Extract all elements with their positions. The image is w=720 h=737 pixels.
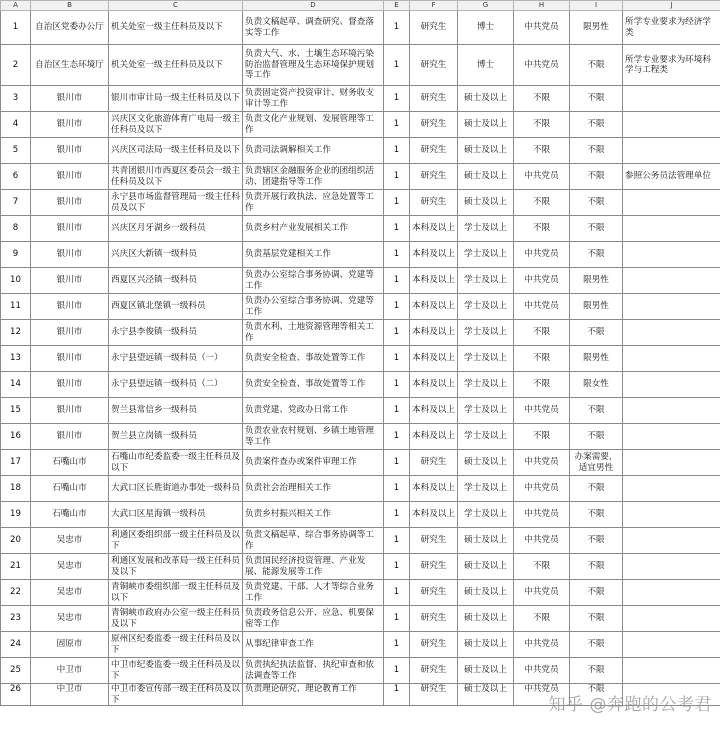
cell-remarks[interactable]: 参照公务员法管理单位 <box>623 164 720 190</box>
cell-position-name[interactable]: 兴庆区司法局一级主任科员及以下 <box>109 138 243 164</box>
cell-education[interactable]: 本科及以上 <box>410 398 458 424</box>
cell-quota[interactable]: 1 <box>384 112 410 138</box>
cell-degree[interactable]: 硕士及以上 <box>458 112 514 138</box>
column-letter[interactable]: C <box>109 1 243 11</box>
cell-education[interactable]: 研究生 <box>410 138 458 164</box>
cell-remarks[interactable] <box>623 112 720 138</box>
cell-degree[interactable]: 学士及以上 <box>458 216 514 242</box>
column-letter[interactable]: B <box>31 1 109 11</box>
cell-education[interactable]: 研究生 <box>410 450 458 476</box>
cell-region[interactable]: 银川市 <box>31 242 109 268</box>
cell-remarks[interactable] <box>623 580 720 606</box>
cell-degree[interactable]: 硕士及以上 <box>458 658 514 684</box>
cell-quota[interactable]: 1 <box>384 450 410 476</box>
cell-remarks[interactable] <box>623 86 720 112</box>
cell-education[interactable]: 本科及以上 <box>410 294 458 320</box>
cell-region[interactable]: 银川市 <box>31 216 109 242</box>
cell-row-number[interactable]: 14 <box>1 372 31 398</box>
table-row <box>1 476 720 502</box>
cell-education[interactable]: 本科及以上 <box>410 372 458 398</box>
cell-quota[interactable]: 1 <box>384 502 410 528</box>
cell-gender-requirement[interactable]: 限男性 <box>570 11 623 45</box>
table-row <box>1 554 720 580</box>
cell-row-number[interactable]: 13 <box>1 346 31 372</box>
table-row <box>1 502 720 528</box>
cell-degree[interactable]: 学士及以上 <box>458 294 514 320</box>
cell-quota[interactable]: 1 <box>384 658 410 684</box>
cell-political-status[interactable]: 不限 <box>514 372 570 398</box>
cell-position-name[interactable]: 青铜峡市委组织部一级主任科员及以下 <box>109 580 243 606</box>
cell-gender-requirement[interactable]: 不限 <box>570 528 623 554</box>
cell-degree[interactable]: 硕士及以上 <box>458 528 514 554</box>
cell-row-number[interactable]: 21 <box>1 554 31 580</box>
cell-position-name[interactable]: 永宁县市场监督管理局一级主任科员及以下 <box>109 190 243 216</box>
cell-job-duties[interactable]: 负责文化产业规划、发展管理等工作 <box>243 112 384 138</box>
cell-political-status[interactable]: 中共党员 <box>514 476 570 502</box>
cell-gender-requirement[interactable]: 不限 <box>570 606 623 632</box>
cell-gender-requirement[interactable]: 不限 <box>570 684 623 706</box>
column-letter-header <box>1 1 720 11</box>
cell-education[interactable]: 研究生 <box>410 164 458 190</box>
cell-region[interactable]: 石嘴山市 <box>31 450 109 476</box>
cell-row-number[interactable]: 4 <box>1 112 31 138</box>
cell-quota[interactable]: 1 <box>384 11 410 45</box>
cell-job-duties[interactable]: 负责政务信息公开、应急、机要保密等工作 <box>243 606 384 632</box>
table-row <box>1 424 720 450</box>
cell-quota[interactable]: 1 <box>384 684 410 706</box>
cell-education[interactable]: 研究生 <box>410 580 458 606</box>
table-row <box>1 268 720 294</box>
cell-region[interactable]: 吴忠市 <box>31 528 109 554</box>
cell-quota[interactable]: 1 <box>384 580 410 606</box>
cell-political-status[interactable]: 中共党员 <box>514 684 570 706</box>
cell-region[interactable]: 石嘴山市 <box>31 476 109 502</box>
column-letter[interactable]: A <box>1 1 31 11</box>
cell-row-number[interactable]: 15 <box>1 398 31 424</box>
cell-education[interactable]: 研究生 <box>410 632 458 658</box>
cell-education[interactable]: 研究生 <box>410 112 458 138</box>
table-row <box>1 450 720 476</box>
cell-row-number[interactable]: 8 <box>1 216 31 242</box>
cell-job-duties[interactable]: 负责农业农村规划、乡镇土地管理等工作 <box>243 424 384 450</box>
cell-row-number[interactable]: 11 <box>1 294 31 320</box>
cell-gender-requirement[interactable]: 不限 <box>570 320 623 346</box>
cell-region[interactable]: 石嘴山市 <box>31 502 109 528</box>
cell-position-name[interactable]: 贺兰县立岗镇一级科员 <box>109 424 243 450</box>
cell-degree[interactable]: 硕士及以上 <box>458 190 514 216</box>
cell-position-name[interactable]: 大武口区星海镇一级科员 <box>109 502 243 528</box>
cell-row-number[interactable]: 24 <box>1 632 31 658</box>
cell-job-duties[interactable]: 负责案件查办或案件审理工作 <box>243 450 384 476</box>
cell-gender-requirement[interactable]: 限男性 <box>570 346 623 372</box>
cell-position-name[interactable]: 兴庆区大新镇一级科员 <box>109 242 243 268</box>
cell-job-duties[interactable]: 负责办公室综合事务协调、党建等工作 <box>243 294 384 320</box>
cell-education[interactable]: 研究生 <box>410 190 458 216</box>
cell-position-name[interactable]: 永宁县望远镇一级科员（二） <box>109 372 243 398</box>
cell-political-status[interactable]: 中共党员 <box>514 528 570 554</box>
cell-job-duties[interactable]: 负责开展行政执法、应急处置等工作 <box>243 190 384 216</box>
cell-quota[interactable]: 1 <box>384 632 410 658</box>
column-letter[interactable]: D <box>243 1 384 11</box>
cell-political-status[interactable]: 不限 <box>514 190 570 216</box>
cell-education[interactable]: 研究生 <box>410 684 458 706</box>
cell-row-number[interactable]: 26 <box>1 684 31 706</box>
cell-position-name[interactable]: 贺兰县常信乡一级科员 <box>109 398 243 424</box>
table-row <box>1 372 720 398</box>
cell-education[interactable]: 本科及以上 <box>410 216 458 242</box>
table-row <box>1 45 720 86</box>
cell-region[interactable]: 银川市 <box>31 164 109 190</box>
cell-row-number[interactable]: 9 <box>1 242 31 268</box>
cell-degree[interactable]: 硕士及以上 <box>458 632 514 658</box>
cell-education[interactable]: 研究生 <box>410 86 458 112</box>
cell-quota[interactable]: 1 <box>384 606 410 632</box>
cell-quota[interactable]: 1 <box>384 476 410 502</box>
cell-degree[interactable]: 博士 <box>458 45 514 86</box>
table-row <box>1 632 720 658</box>
cell-quota[interactable]: 1 <box>384 45 410 86</box>
cell-gender-requirement[interactable]: 不限 <box>570 86 623 112</box>
table-row <box>1 86 720 112</box>
cell-education[interactable]: 研究生 <box>410 606 458 632</box>
cell-degree[interactable]: 学士及以上 <box>458 268 514 294</box>
cell-job-duties[interactable]: 负责文稿起草、综合事务协调等工作 <box>243 528 384 554</box>
cell-row-number[interactable]: 25 <box>1 658 31 684</box>
cell-gender-requirement[interactable]: 不限 <box>570 658 623 684</box>
cell-job-duties[interactable]: 从事纪律审查工作 <box>243 632 384 658</box>
cell-education[interactable]: 本科及以上 <box>410 268 458 294</box>
cell-position-name[interactable]: 兴庆区月牙湖乡一级科员 <box>109 216 243 242</box>
cell-remarks[interactable] <box>623 216 720 242</box>
cell-political-status[interactable]: 不限 <box>514 320 570 346</box>
cell-row-number[interactable]: 22 <box>1 580 31 606</box>
cell-position-name[interactable]: 西夏区兴泾镇一级科员 <box>109 268 243 294</box>
cell-region[interactable]: 银川市 <box>31 86 109 112</box>
table-row <box>1 346 720 372</box>
cell-region[interactable]: 银川市 <box>31 268 109 294</box>
cell-remarks[interactable] <box>623 450 720 476</box>
cell-job-duties[interactable]: 负责执纪执法监督、执纪审查和依法调查等工作 <box>243 658 384 684</box>
cell-region[interactable]: 银川市 <box>31 424 109 450</box>
cell-remarks[interactable]: 所学专业要求为经济学类 <box>623 11 720 45</box>
cell-education[interactable]: 研究生 <box>410 658 458 684</box>
cell-degree[interactable]: 硕士及以上 <box>458 606 514 632</box>
cell-political-status[interactable]: 中共党员 <box>514 294 570 320</box>
cell-gender-requirement[interactable]: 不限 <box>570 242 623 268</box>
table-row <box>1 190 720 216</box>
column-letter[interactable]: E <box>384 1 410 11</box>
cell-degree[interactable]: 博士 <box>458 11 514 45</box>
cell-gender-requirement[interactable]: 不限 <box>570 580 623 606</box>
cell-remarks[interactable] <box>623 502 720 528</box>
cell-row-number[interactable]: 18 <box>1 476 31 502</box>
cell-job-duties[interactable]: 负责乡村振兴相关工作 <box>243 502 384 528</box>
cell-quota[interactable]: 1 <box>384 164 410 190</box>
table-row <box>1 580 720 606</box>
cell-region[interactable]: 银川市 <box>31 346 109 372</box>
cell-education[interactable]: 本科及以上 <box>410 320 458 346</box>
cell-row-number[interactable]: 3 <box>1 86 31 112</box>
cell-gender-requirement[interactable]: 不限 <box>570 216 623 242</box>
cell-gender-requirement[interactable]: 限女性 <box>570 372 623 398</box>
cell-education[interactable]: 本科及以上 <box>410 476 458 502</box>
cell-job-duties[interactable]: 负责大气、水、土壤生态环境污染防治监督管理及生态环境保护规划等工作 <box>243 45 384 86</box>
table-body <box>1 1 720 706</box>
table-row <box>1 11 720 45</box>
table-row <box>1 398 720 424</box>
cell-gender-requirement[interactable]: 不限 <box>570 164 623 190</box>
cell-job-duties[interactable]: 负责办公室综合事务协调、党建等工作 <box>243 268 384 294</box>
cell-position-name[interactable]: 原州区纪委监委一级主任科员及以下 <box>109 632 243 658</box>
cell-political-status[interactable]: 中共党员 <box>514 450 570 476</box>
cell-remarks[interactable] <box>623 554 720 580</box>
cell-political-status[interactable]: 不限 <box>514 216 570 242</box>
cell-region[interactable]: 银川市 <box>31 294 109 320</box>
cell-gender-requirement[interactable]: 办案需要，适宜男性 <box>570 450 623 476</box>
cell-remarks[interactable]: 所学专业要求为环境科学与工程类 <box>623 45 720 86</box>
cell-political-status[interactable]: 不限 <box>514 138 570 164</box>
cell-job-duties[interactable]: 负责乡村产业发展相关工作 <box>243 216 384 242</box>
cell-position-name[interactable]: 机关处室一级主任科员及以下 <box>109 45 243 86</box>
cell-quota[interactable]: 1 <box>384 346 410 372</box>
cell-remarks[interactable] <box>623 658 720 684</box>
cell-gender-requirement[interactable]: 不限 <box>570 138 623 164</box>
cell-gender-requirement[interactable]: 不限 <box>570 632 623 658</box>
cell-row-number[interactable]: 17 <box>1 450 31 476</box>
cell-degree[interactable]: 学士及以上 <box>458 346 514 372</box>
cell-political-status[interactable]: 不限 <box>514 424 570 450</box>
cell-position-name[interactable]: 利通区委组织部一级主任科员及以下 <box>109 528 243 554</box>
cell-row-number[interactable]: 19 <box>1 502 31 528</box>
cell-position-name[interactable]: 青铜峡市政府办公室一级主任科员及以下 <box>109 606 243 632</box>
cell-quota[interactable]: 1 <box>384 216 410 242</box>
cell-degree[interactable]: 学士及以上 <box>458 476 514 502</box>
cell-political-status[interactable]: 不限 <box>514 112 570 138</box>
cell-remarks[interactable] <box>623 320 720 346</box>
cell-political-status[interactable]: 中共党员 <box>514 398 570 424</box>
cell-remarks[interactable] <box>623 138 720 164</box>
cell-region[interactable]: 银川市 <box>31 372 109 398</box>
cell-position-name[interactable]: 利通区发展和改革局一级主任科员及以下 <box>109 554 243 580</box>
cell-position-name[interactable]: 共青团银川市西夏区委员会一级主任科员及以下 <box>109 164 243 190</box>
cell-education[interactable]: 本科及以上 <box>410 242 458 268</box>
cell-job-duties[interactable]: 负责理论研究、理论教育工作 <box>243 684 384 706</box>
cell-political-status[interactable]: 中共党员 <box>514 658 570 684</box>
cell-remarks[interactable] <box>623 476 720 502</box>
cell-position-name[interactable]: 兴庆区文化旅游体育广电局一级主任科员及以下 <box>109 112 243 138</box>
cell-remarks[interactable] <box>623 268 720 294</box>
cell-job-duties[interactable]: 负责国民经济投资管理、产业发展、能源发展等工作 <box>243 554 384 580</box>
table-row <box>1 216 720 242</box>
cell-job-duties[interactable]: 负责水利、土地资源管理等相关工作 <box>243 320 384 346</box>
cell-education[interactable]: 研究生 <box>410 11 458 45</box>
cell-region[interactable]: 银川市 <box>31 112 109 138</box>
cell-job-duties[interactable]: 负责社会治理相关工作 <box>243 476 384 502</box>
cell-position-name[interactable]: 大武口区长胜街道办事处一级科员 <box>109 476 243 502</box>
cell-job-duties[interactable]: 负责党建、党政办日常工作 <box>243 398 384 424</box>
cell-gender-requirement[interactable]: 不限 <box>570 112 623 138</box>
cell-quota[interactable]: 1 <box>384 294 410 320</box>
cell-region[interactable]: 银川市 <box>31 320 109 346</box>
cell-remarks[interactable] <box>623 424 720 450</box>
cell-remarks[interactable] <box>623 242 720 268</box>
cell-position-name[interactable]: 永宁县望远镇一级科员（一） <box>109 346 243 372</box>
cell-remarks[interactable] <box>623 294 720 320</box>
cell-remarks[interactable] <box>623 346 720 372</box>
cell-region[interactable]: 中卫市 <box>31 658 109 684</box>
cell-position-name[interactable]: 机关处室一级主任科员及以下 <box>109 11 243 45</box>
cell-remarks[interactable] <box>623 372 720 398</box>
cell-remarks[interactable] <box>623 398 720 424</box>
table-row <box>1 606 720 632</box>
watermark: 知乎 @奔跑的公考君 <box>548 695 712 715</box>
cell-gender-requirement[interactable]: 不限 <box>570 554 623 580</box>
cell-gender-requirement[interactable]: 不限 <box>570 502 623 528</box>
cell-region[interactable]: 银川市 <box>31 190 109 216</box>
cell-region[interactable]: 银川市 <box>31 138 109 164</box>
table-row <box>1 320 720 346</box>
cell-political-status[interactable]: 中共党员 <box>514 580 570 606</box>
table-row <box>1 294 720 320</box>
cell-degree[interactable]: 学士及以上 <box>458 502 514 528</box>
cell-region[interactable]: 吴忠市 <box>31 554 109 580</box>
cell-region[interactable]: 固原市 <box>31 632 109 658</box>
cell-job-duties[interactable]: 负责固定资产投资审计、财务收支审计等工作 <box>243 86 384 112</box>
cell-region[interactable]: 自治区生态环境厅 <box>31 45 109 86</box>
cell-remarks[interactable] <box>623 190 720 216</box>
cell-row-number[interactable]: 7 <box>1 190 31 216</box>
table-row <box>1 164 720 190</box>
cell-quota[interactable]: 1 <box>384 86 410 112</box>
cell-gender-requirement[interactable]: 不限 <box>570 476 623 502</box>
cell-degree[interactable]: 学士及以上 <box>458 398 514 424</box>
cell-gender-requirement[interactable]: 不限 <box>570 45 623 86</box>
column-letter[interactable]: I <box>570 1 623 11</box>
cell-education[interactable]: 研究生 <box>410 554 458 580</box>
cell-degree[interactable]: 学士及以上 <box>458 424 514 450</box>
column-letter[interactable]: H <box>514 1 570 11</box>
cell-political-status[interactable]: 中共党员 <box>514 45 570 86</box>
cell-region[interactable]: 吴忠市 <box>31 580 109 606</box>
cell-political-status[interactable]: 中共党员 <box>514 11 570 45</box>
cell-quota[interactable]: 1 <box>384 242 410 268</box>
cell-quota[interactable]: 1 <box>384 190 410 216</box>
cell-political-status[interactable]: 不限 <box>514 86 570 112</box>
cell-row-number[interactable]: 6 <box>1 164 31 190</box>
cell-political-status[interactable]: 中共党员 <box>514 164 570 190</box>
cell-degree[interactable]: 学士及以上 <box>458 242 514 268</box>
cell-degree[interactable]: 硕士及以上 <box>458 164 514 190</box>
cell-degree[interactable]: 硕士及以上 <box>458 86 514 112</box>
cell-degree[interactable]: 学士及以上 <box>458 372 514 398</box>
cell-degree[interactable]: 硕士及以上 <box>458 580 514 606</box>
cell-position-name[interactable]: 中卫市委宣传部一级主任科员及以下 <box>109 684 243 706</box>
cell-position-name[interactable]: 永宁县李俊镇一级科员 <box>109 320 243 346</box>
cell-degree[interactable]: 学士及以上 <box>458 320 514 346</box>
cell-position-name[interactable]: 石嘴山市纪委监委一级主任科员及以下 <box>109 450 243 476</box>
cell-row-number[interactable]: 5 <box>1 138 31 164</box>
cell-political-status[interactable]: 中共党员 <box>514 268 570 294</box>
cell-row-number[interactable]: 2 <box>1 45 31 86</box>
cell-job-duties[interactable]: 负责文稿起草、调查研究、督查落实等工作 <box>243 11 384 45</box>
table-row <box>1 658 720 684</box>
cell-quota[interactable]: 1 <box>384 554 410 580</box>
cell-gender-requirement[interactable]: 不限 <box>570 190 623 216</box>
cell-gender-requirement[interactable]: 不限 <box>570 424 623 450</box>
cell-degree[interactable]: 硕士及以上 <box>458 684 514 706</box>
cell-political-status[interactable]: 不限 <box>514 606 570 632</box>
cell-political-status[interactable]: 中共党员 <box>514 242 570 268</box>
cell-degree[interactable]: 硕士及以上 <box>458 450 514 476</box>
cell-job-duties[interactable]: 负责辖区金融服务企业的团组织活动、团建指导等工作 <box>243 164 384 190</box>
cell-row-number[interactable]: 10 <box>1 268 31 294</box>
cell-job-duties[interactable]: 负责安全检查、事故处置等工作 <box>243 346 384 372</box>
table-row <box>1 112 720 138</box>
cell-quota[interactable]: 1 <box>384 138 410 164</box>
cell-row-number[interactable]: 23 <box>1 606 31 632</box>
column-letter[interactable]: G <box>458 1 514 11</box>
cell-row-number[interactable]: 20 <box>1 528 31 554</box>
cell-quota[interactable]: 1 <box>384 320 410 346</box>
cell-job-duties[interactable]: 负责安全检查、事故处置等工作 <box>243 372 384 398</box>
cell-remarks[interactable] <box>623 606 720 632</box>
cell-position-name[interactable]: 西夏区镇北堡镇一级科员 <box>109 294 243 320</box>
cell-row-number[interactable]: 1 <box>1 11 31 45</box>
cell-education[interactable]: 本科及以上 <box>410 502 458 528</box>
cell-degree[interactable]: 硕士及以上 <box>458 554 514 580</box>
cell-region[interactable]: 自治区党委办公厅 <box>31 11 109 45</box>
cell-remarks[interactable] <box>623 632 720 658</box>
cell-quota[interactable]: 1 <box>384 528 410 554</box>
cell-gender-requirement[interactable]: 限男性 <box>570 294 623 320</box>
cell-degree[interactable]: 硕士及以上 <box>458 138 514 164</box>
cell-row-number[interactable]: 12 <box>1 320 31 346</box>
cell-political-status[interactable]: 中共党员 <box>514 632 570 658</box>
cell-education[interactable]: 研究生 <box>410 528 458 554</box>
cell-region[interactable]: 吴忠市 <box>31 606 109 632</box>
cell-political-status[interactable]: 不限 <box>514 554 570 580</box>
table-row <box>1 138 720 164</box>
cell-education[interactable]: 研究生 <box>410 45 458 86</box>
cell-quota[interactable]: 1 <box>384 398 410 424</box>
column-letter[interactable]: J <box>623 1 720 11</box>
cell-political-status[interactable]: 不限 <box>514 346 570 372</box>
cell-job-duties[interactable]: 负责司法调解相关工作 <box>243 138 384 164</box>
cell-quota[interactable]: 1 <box>384 268 410 294</box>
cell-job-duties[interactable]: 负责基层党建相关工作 <box>243 242 384 268</box>
column-letter[interactable]: F <box>410 1 458 11</box>
table-row <box>1 528 720 554</box>
table-row <box>1 242 720 268</box>
cell-position-name[interactable]: 中卫市纪委监委一级主任科员及以下 <box>109 658 243 684</box>
cell-education[interactable]: 本科及以上 <box>410 346 458 372</box>
cell-remarks[interactable] <box>623 528 720 554</box>
cell-quota[interactable]: 1 <box>384 372 410 398</box>
cell-gender-requirement[interactable]: 限男性 <box>570 268 623 294</box>
cell-gender-requirement[interactable]: 不限 <box>570 398 623 424</box>
cell-region[interactable]: 中卫市 <box>31 684 109 706</box>
cell-quota[interactable]: 1 <box>384 424 410 450</box>
cell-education[interactable]: 本科及以上 <box>410 424 458 450</box>
cell-position-name[interactable]: 银川市审计局一级主任科员及以下 <box>109 86 243 112</box>
cell-region[interactable]: 银川市 <box>31 398 109 424</box>
cell-row-number[interactable]: 16 <box>1 424 31 450</box>
cell-political-status[interactable]: 中共党员 <box>514 502 570 528</box>
cell-job-duties[interactable]: 负责党建、干部、人才等综合业务工作 <box>243 580 384 606</box>
